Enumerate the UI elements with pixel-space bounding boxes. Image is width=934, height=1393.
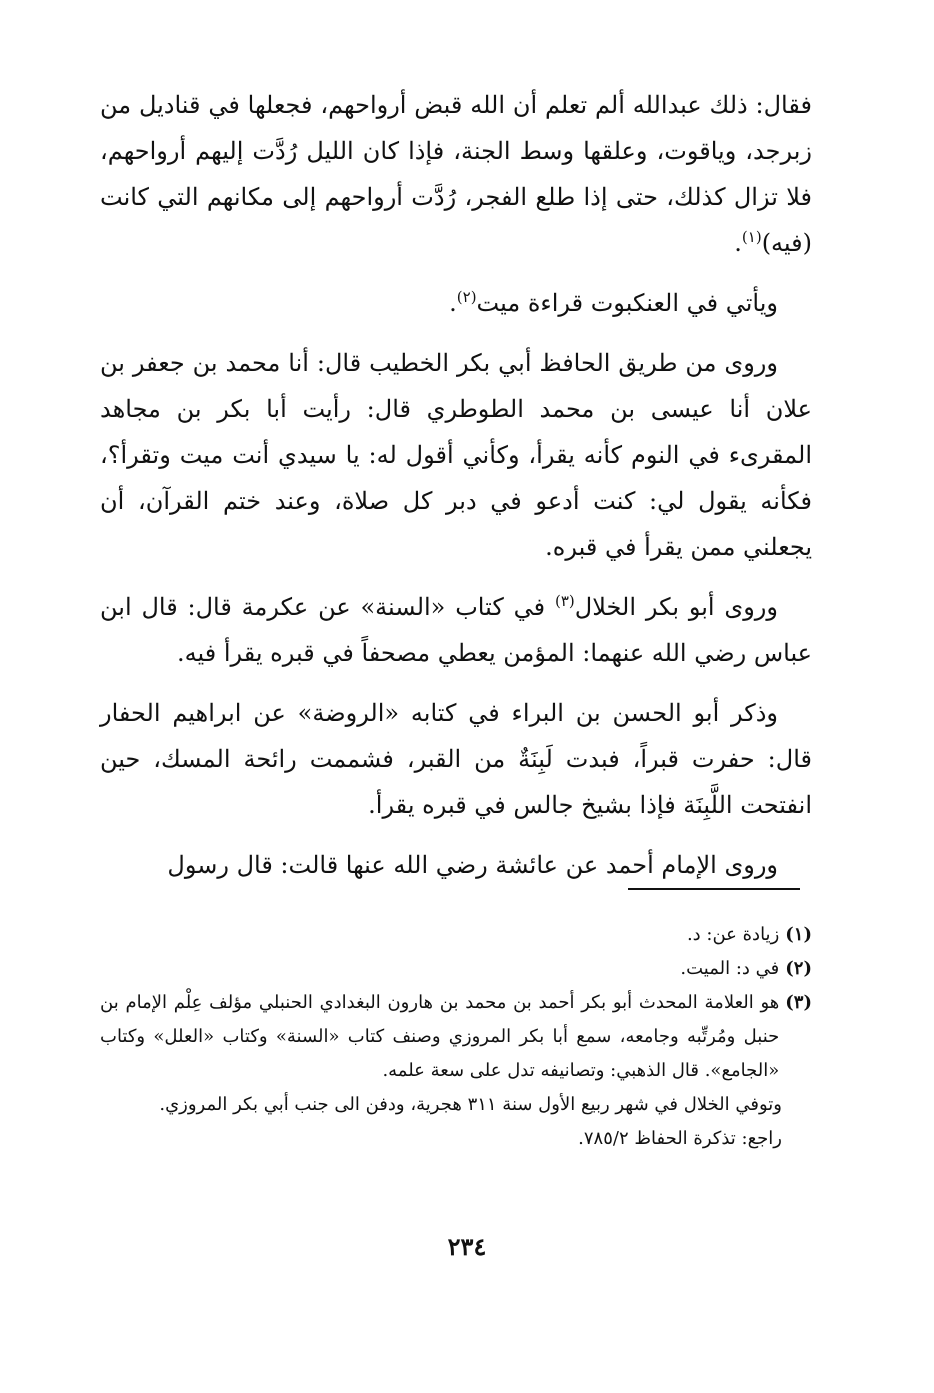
footnote-number: (١) bbox=[785, 924, 812, 945]
footnote-number: (٣) bbox=[785, 992, 812, 1013]
paragraph-2-period: . bbox=[449, 289, 457, 317]
footnote-text: في د: الميت. bbox=[680, 958, 780, 979]
footnote-text: هو العلامة المحدث أبو بكر أحمد بن محمد بن هارون البغدادي الحنبلي مؤلف عِلْم الإمام بن حنبل ومُرتِّبه وجامعه، سمع أبا بكر المروزي وصنف كتاب «السنة» وكتاب «العلل» وكتاب «الجامع». قال الذهبي: وتصانيفه تدل على سعة علمه. bbox=[100, 992, 780, 1081]
footnote-ref-3: (٣) bbox=[554, 592, 575, 610]
paragraph-4-text-start: وروى أبو بكر الخلال bbox=[574, 593, 778, 621]
paragraph-3 bbox=[100, 340, 812, 570]
footnote-2 bbox=[100, 952, 812, 986]
footnote-3-reference: راجع: تذكرة الحفاظ ٧٨٥/٢. bbox=[578, 1128, 782, 1149]
paragraph-5 bbox=[100, 690, 812, 828]
footnote-text: زيادة عن: د. bbox=[686, 924, 780, 945]
footnote-1 bbox=[100, 918, 812, 952]
page-number: ٢٣٤ bbox=[447, 1232, 487, 1261]
footnote-ref-2: (٢) bbox=[456, 288, 477, 306]
paragraph-5-text: وذكر أبو الحسن بن البراء في كتابه «الروضة» عن ابراهيم الحفار قال: حفرت قبراً، فبدت لَبِنَةٌ من القبر، فشممت رائحة المسك، حين انفتحت اللَّبِنَة فإذا بشيخ جالس في قبره يقرأ. bbox=[100, 699, 812, 819]
paragraph-3-text: وروى من طريق الحافظ أبي بكر الخطيب قال: أنا محمد بن جعفر بن علان أنا عيسى بن محمد الطوطري قال: رأيت أبا بكر بن مجاهد المقرىء في النوم كأنه يقرأ، وكأني أقول له: يا سيدي أنت ميت وتقرأ؟، فكأنه يقول لي: كنت أدعو في دبر كل صلاة، وعند ختم القرآن، أن يجعلني ممن يقرأ في قبره. bbox=[100, 349, 812, 561]
footnote-ref-1: (١) bbox=[741, 228, 762, 246]
footnote-3-continuation: وتوفي الخلال في شهر ربيع الأول سنة ٣١١ هجرية، ودفن الى جنب أبي بكر المروزي. bbox=[159, 1094, 782, 1115]
paragraph-1 bbox=[100, 82, 812, 266]
paragraph-4 bbox=[100, 584, 812, 676]
main-text bbox=[100, 82, 812, 902]
paragraph-6-text: وروى الإمام أحمد عن عائشة رضي الله عنها قالت: قال رسول bbox=[167, 851, 778, 879]
footnote-3 bbox=[100, 986, 812, 1088]
footnotes bbox=[100, 918, 812, 1156]
paragraph-6 bbox=[100, 842, 812, 888]
paragraph-1-text: فقال: ذلك عبدالله ألم تعلم أن الله قبض أرواحهم، فجعلها في قناديل من زبرجد، وياقوت، وعلقها وسط الجنة، فإذا كان الليل رُدَّت إليهم أرواحهم، فلا تزال كذلك، حتى إذا طلع الفجر، رُدَّت أرواحهم إلى مكانهم التي كانت (فيه) bbox=[100, 91, 812, 257]
paragraph-2 bbox=[100, 280, 812, 326]
footnote-divider bbox=[628, 888, 800, 890]
paragraph-2-text: ويأتي في العنكبوت قراءة ميت bbox=[476, 289, 778, 317]
paragraph-4-text-end: في كتاب «السنة» عن عكرمة قال: قال ابن عباس رضي الله عنهما: المؤمن يعطي مصحفاً في قبره يقرأ فيه. bbox=[100, 593, 812, 667]
paragraph-1-period: . bbox=[734, 229, 742, 257]
footnote-number: (٢) bbox=[785, 958, 812, 979]
